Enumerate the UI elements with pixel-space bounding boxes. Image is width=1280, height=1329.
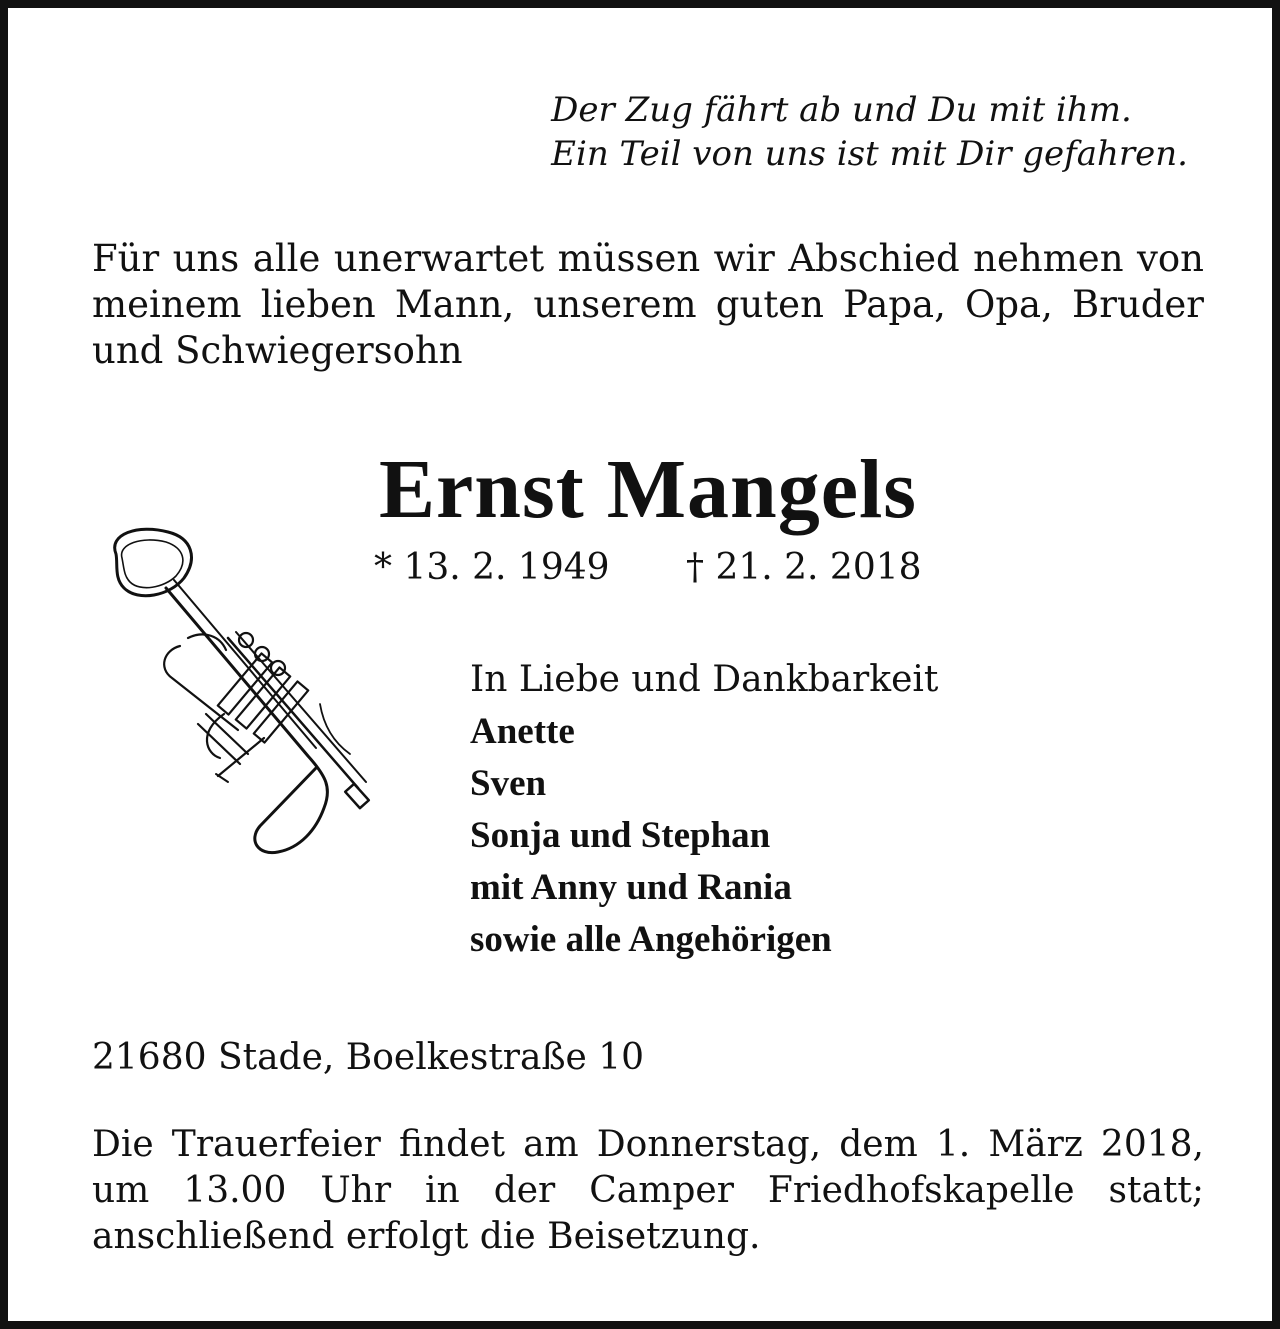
trumpet-icon [88,518,388,878]
signatory-name: mit Anny und Rania [470,867,792,908]
family-address: 21680 Stade, Boelkestraße 10 [92,1037,645,1078]
signatory-name: sowie alle Angehörigen [470,919,832,960]
signoff-block [470,654,938,966]
intro-text: Für uns alle unerwartet müssen wir Abschied nehmen von meinem lieben Mann, unserem guten Papa, Opa, Bruder und Schwiegersohn [92,237,1204,372]
signoff-lead: In Liebe und Dankbarkeit [470,659,939,700]
signatory-name: Sven [470,763,547,804]
deceased-name: Ernst Mangels [379,443,917,536]
birth-date: * 13. 2. 1949 [374,547,610,588]
motto-quote [551,88,1188,176]
motto-line-1: Der Zug fährt ab und Du mit ihm. [551,90,1132,130]
death-date: † 21. 2. 2018 [686,547,922,588]
signatory-name: Sonja und Stephan [470,815,771,856]
funeral-notice: Die Trauerfeier findet am Donnerstag, dem 1. März 2018, um 13.00 Uhr in der Camper Friedhofskapelle statt; anschließend erfolgt die Beisetzung. [92,1124,1204,1257]
signatory-name: Anette [470,711,575,752]
motto-line-2: Ein Teil von uns ist mit Dir gefahren. [551,134,1188,174]
life-dates [374,544,922,592]
